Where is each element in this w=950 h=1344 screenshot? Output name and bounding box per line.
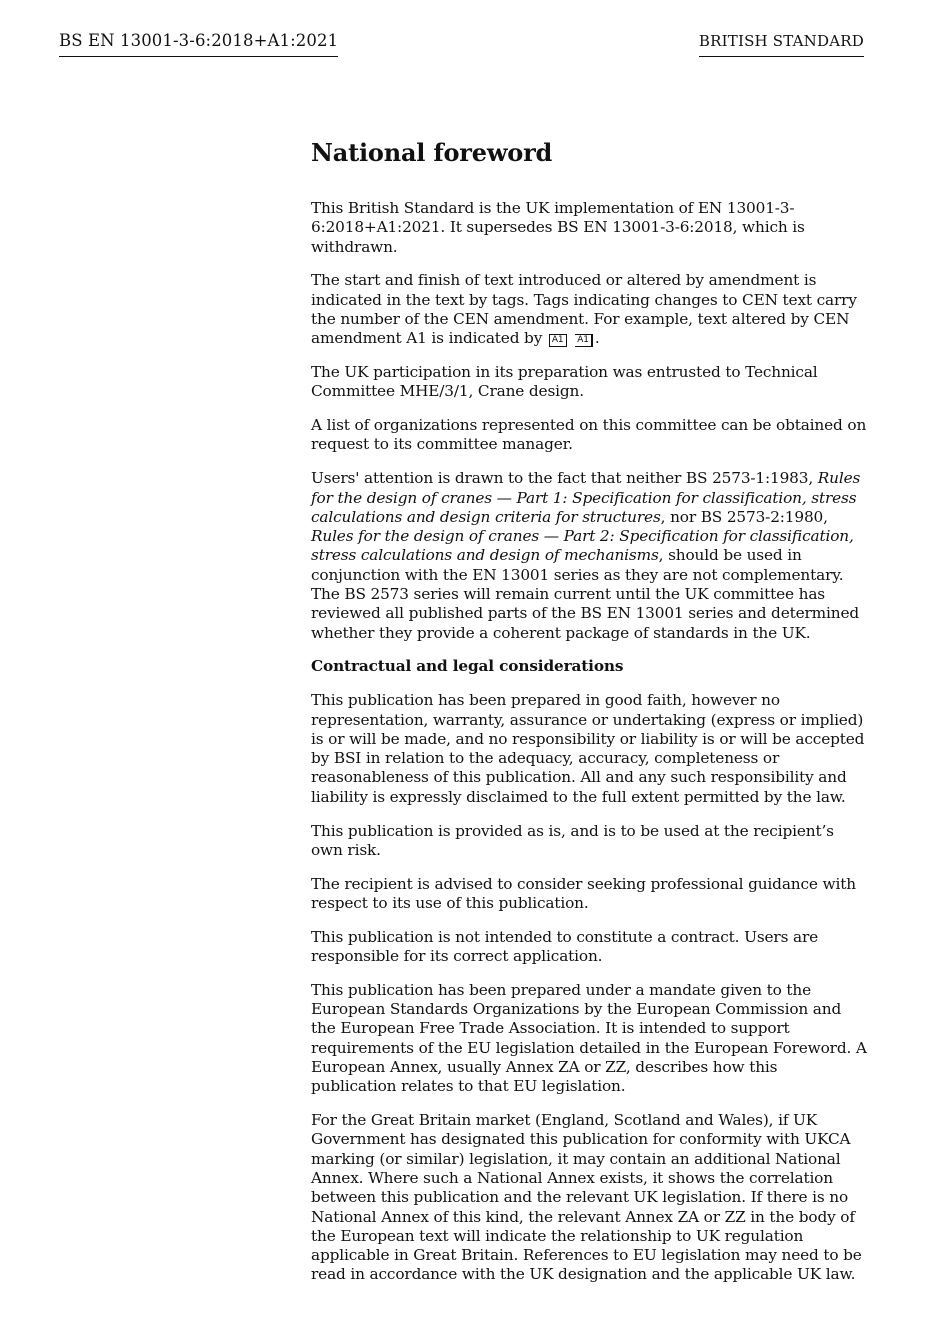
paragraph-organizations: A list of organizations represented on this committee can be obtained on request to its committee manager. (311, 416, 867, 454)
paragraph-good-faith: This publication has been prepared in good faith, however no representation, warranty, assurance or undertaking (express or implied) is or will be made, and no responsibility or liability is or will be accepted by BSI in relation to the adequacy, accuracy, completeness or reasonableness of this publication. All and any such responsibility and liability is expressly disclaimed to the full extent permitted by the law. (311, 691, 865, 806)
users-attention-part-c: , nor BS 2573-2:1980, (660, 507, 828, 526)
paragraph-professional-guidance: The recipient is advised to consider seeking professional guidance with respect to its use of this publication. (311, 874, 856, 912)
users-attention-part-a: Users' attention is drawn to the fact that neither BS 2573-1:1983, (311, 469, 818, 488)
users-attention-title-1: Rules for the design of cranes — Part 1: Specification for classification, stress calculations and design criteria for structures (311, 469, 861, 526)
paragraph-amendment-tags (311, 271, 867, 348)
paragraph-users-attention (311, 469, 867, 643)
amendment-start-tag-icon: A1 (549, 334, 567, 347)
document-type-header: BRITISH STANDARD (699, 32, 864, 57)
paragraph-great-britain: For the Great Britain market (England, Scotland and Wales), if UK Government has designated this publication for conformity with UKCA marking (or similar) legislation, it may contain an additional National Annex. Where such a National Annex exists, it shows the correlation between this publication and the relevant UK legislation. If there is no National Annex of this kind, the relevant Annex ZA or ZZ in the body of the European text will indicate the relationship to UK regulation applicable in Great Britain. References to EU legislation may need to be read in accordance with the UK designation and the applicable UK law. (311, 1111, 862, 1284)
paragraph-provided-as-is: This publication is provided as is, and is to be used at the recipient’s own risk. (311, 821, 834, 859)
document-id-header: BS EN 13001-3-6:2018+A1:2021 (59, 31, 338, 57)
paragraph-mandate: This publication has been prepared under a mandate given to the European Standards Organizations by the European Commission and the European Free Trade Association. It is intended to support requirements of the EU legislation detailed in the European Foreword. A European Annex, usually Annex ZA or ZZ, describes how this publication relates to that EU legislation. (311, 980, 867, 1096)
paragraph-not-contract: This publication is not intended to constitute a contract. Users are responsible for its correct application. (311, 927, 819, 965)
page-title: National foreword (311, 138, 553, 167)
paragraph-committee: The UK participation in its preparation was entrusted to Technical Committee MHE/3/1, Crane design. (311, 363, 818, 401)
users-attention-title-2: Rules for the design of cranes — Part 2: Specification for classification, stress calculations and design of mechanisms (311, 527, 854, 565)
paragraph-implementation: This British Standard is the UK implementation of EN 13001-3-6:2018+A1:2021. It supersedes BS EN 13001-3-6:2018, which is withdrawn. (311, 199, 805, 256)
users-attention-part-e: , should be used in conjunction with the EN 13001 series as they are not complementary. The BS 2573 series will remain current until the UK committee has reviewed all published parts of the BS EN 13001 series and determined whether they provide a coherent package of standards in the UK. (311, 546, 860, 642)
section-heading-contractual: Contractual and legal considerations (311, 657, 624, 676)
amendment-end-tag-icon: A1 (575, 334, 593, 347)
main-content (311, 138, 867, 1299)
paragraph-amendment-text: The start and finish of text introduced or altered by amendment is indicated in the text by tags. Tags indicating changes to CEN text carry the number of the CEN amendment. For example, text altered by CEN amendment A1 is indicated by (311, 271, 857, 348)
paragraph-amendment-end: . (594, 329, 600, 348)
